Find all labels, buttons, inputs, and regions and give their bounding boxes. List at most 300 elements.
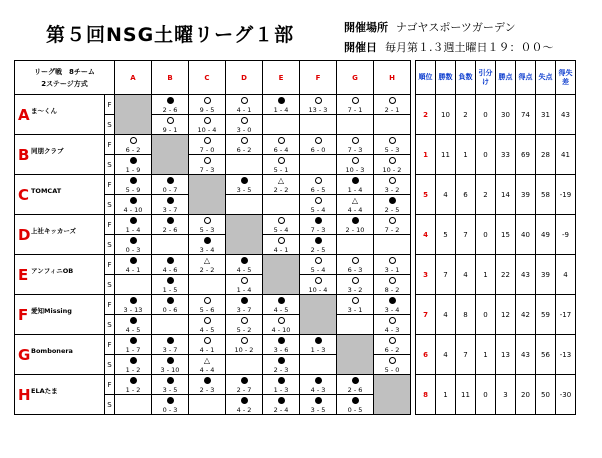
match-result <box>152 335 189 355</box>
team-row <box>15 215 576 235</box>
match-result <box>226 375 263 395</box>
venue-info <box>344 19 516 35</box>
match-score: 5 - 4 <box>273 225 289 234</box>
match-result <box>374 195 411 215</box>
second-stage-label: S <box>105 115 115 135</box>
lose-mark-icon <box>374 156 410 166</box>
match-result <box>152 275 189 295</box>
match-score: 3 - 0 <box>236 125 252 134</box>
lose-mark-icon <box>226 96 262 106</box>
format-line-2: 2ステージ方式 <box>41 79 88 88</box>
win-mark-icon <box>152 356 188 366</box>
lose-mark-icon <box>300 276 336 286</box>
match-score: 1 - 7 <box>125 345 141 354</box>
match-result <box>263 295 300 315</box>
first-stage-label: F <box>105 175 115 195</box>
team-stat: 43 <box>556 95 576 135</box>
match-result <box>374 275 411 295</box>
match-result <box>115 215 152 235</box>
match-result <box>300 115 337 135</box>
win-mark-icon <box>115 216 151 226</box>
lose-mark-icon <box>189 296 225 306</box>
win-mark-icon <box>115 296 151 306</box>
team-letter: C <box>18 185 30 204</box>
match-result <box>263 195 300 215</box>
match-result <box>263 135 300 155</box>
lose-mark-icon <box>337 96 373 106</box>
team-stat: 5 <box>436 215 456 255</box>
team-stat: 7 <box>456 335 476 375</box>
match-score: 6 - 2 <box>236 145 252 154</box>
lose-mark-icon <box>226 336 262 346</box>
team-row <box>15 255 576 275</box>
lose-mark-icon <box>263 156 299 166</box>
match-score: 3 - 1 <box>384 265 400 274</box>
match-score: 4 - 2 <box>236 405 252 414</box>
match-result <box>226 335 263 355</box>
date-value: 毎月第１.３週土曜日１９：００～ <box>385 41 554 54</box>
win-mark-icon <box>152 176 188 186</box>
lose-mark-icon <box>263 136 299 146</box>
win-mark-icon <box>263 96 299 106</box>
match-result <box>152 195 189 215</box>
match-result <box>337 215 374 235</box>
team-stat: 10 <box>436 95 456 135</box>
team-stat: 56 <box>536 335 556 375</box>
match-result <box>189 95 226 115</box>
match-score: 1 - 3 <box>310 345 326 354</box>
match-result <box>152 115 189 135</box>
team-row <box>15 135 576 155</box>
win-mark-icon <box>115 336 151 346</box>
match-result <box>226 135 263 155</box>
team-letter: D <box>18 225 31 244</box>
lose-mark-icon <box>226 116 262 126</box>
win-mark-icon <box>115 156 151 166</box>
lose-mark-icon <box>374 336 410 346</box>
match-score: 4 - 4 <box>199 365 215 374</box>
match-result <box>300 335 337 355</box>
lose-mark-icon <box>374 276 410 286</box>
win-mark-icon <box>152 96 188 106</box>
team-stat: 1 <box>476 255 496 295</box>
win-mark-icon <box>115 316 151 326</box>
match-score: 6 - 4 <box>273 145 289 154</box>
match-score: 5 - 4 <box>310 205 326 214</box>
match-result <box>115 315 152 335</box>
match-result <box>337 295 374 315</box>
match-score: 2 - 2 <box>199 265 215 274</box>
team-name: アンフィニOB <box>31 267 74 275</box>
team-name: TOMCAT <box>31 186 62 195</box>
match-score: 5 - 3 <box>199 225 215 234</box>
team-rank: 8 <box>416 375 436 415</box>
date-info <box>344 39 554 55</box>
match-result <box>263 335 300 355</box>
team-stat: 13 <box>496 335 516 375</box>
second-stage-label: S <box>105 315 115 335</box>
team-letter: H <box>18 385 31 404</box>
match-score: 2 - 10 <box>345 225 365 234</box>
lose-mark-icon <box>263 236 299 246</box>
match-result <box>226 155 263 175</box>
column-header-d: D <box>226 61 263 95</box>
win-mark-icon <box>115 236 151 246</box>
team-stat: 14 <box>496 175 516 215</box>
match-score: 3 - 4 <box>384 305 400 314</box>
team-name-cell <box>15 95 105 135</box>
team-letter: A <box>18 105 30 124</box>
team-name-cell <box>15 375 105 415</box>
match-result <box>189 375 226 395</box>
second-stage-label: S <box>105 235 115 255</box>
format-line-1: リーグ戦 8チーム <box>34 67 95 76</box>
second-stage-label: S <box>105 355 115 375</box>
match-score: 10 - 2 <box>234 345 254 354</box>
match-score: 2 - 1 <box>384 105 400 114</box>
stat-header: 順位 <box>416 61 436 95</box>
match-score: 4 - 3 <box>384 325 400 334</box>
match-result <box>263 235 300 255</box>
match-score: 4 - 5 <box>273 305 289 314</box>
match-result <box>189 135 226 155</box>
match-score: 1 - 4 <box>273 105 289 114</box>
team-stat: 50 <box>536 375 556 415</box>
lose-mark-icon <box>374 216 410 226</box>
match-score: 6 - 0 <box>310 145 326 154</box>
team-row <box>15 335 576 355</box>
win-mark-icon <box>300 376 336 386</box>
team-stat: 33 <box>496 135 516 175</box>
match-score: 5 - 0 <box>384 365 400 374</box>
lose-mark-icon <box>263 316 299 326</box>
win-mark-icon <box>152 256 188 266</box>
match-result <box>337 315 374 335</box>
stat-header: 得失差 <box>556 61 576 95</box>
match-score: 5 - 2 <box>236 325 252 334</box>
lose-mark-icon <box>226 136 262 146</box>
match-result <box>300 155 337 175</box>
win-mark-icon <box>115 176 151 186</box>
match-result <box>374 115 411 135</box>
match-score: 3 - 4 <box>199 245 215 254</box>
column-header-b: B <box>152 61 189 95</box>
stat-header: 負数 <box>456 61 476 95</box>
team-name-cell <box>15 215 105 255</box>
match-score: 2 - 3 <box>199 385 215 394</box>
match-result <box>374 355 411 375</box>
lose-mark-icon <box>374 256 410 266</box>
match-result <box>337 135 374 155</box>
match-result <box>152 95 189 115</box>
match-result <box>152 315 189 335</box>
match-score: 3 - 5 <box>236 185 252 194</box>
win-mark-icon <box>337 176 373 186</box>
lose-mark-icon <box>374 356 410 366</box>
second-stage-label: S <box>105 275 115 295</box>
match-result <box>115 195 152 215</box>
match-result <box>115 395 152 415</box>
match-result <box>115 175 152 195</box>
team-row <box>15 295 576 315</box>
team-stat: 7 <box>456 215 476 255</box>
team-stat: 0 <box>476 375 496 415</box>
match-score: 5 - 9 <box>125 185 141 194</box>
lose-mark-icon <box>337 296 373 306</box>
match-score: 5 - 4 <box>310 265 326 274</box>
stat-header: 勝点 <box>496 61 516 95</box>
lose-mark-icon <box>226 316 262 326</box>
match-result <box>263 155 300 175</box>
match-result <box>300 395 337 415</box>
match-score: 4 - 1 <box>273 245 289 254</box>
match-result <box>337 155 374 175</box>
team-stat: 69 <box>516 135 536 175</box>
match-score: 0 - 6 <box>162 305 178 314</box>
team-stat: 4 <box>436 175 456 215</box>
team-stat: 11 <box>456 375 476 415</box>
win-mark-icon <box>226 296 262 306</box>
lose-mark-icon <box>300 196 336 206</box>
team-stat: 49 <box>536 215 556 255</box>
match-score: 6 - 3 <box>347 265 363 274</box>
match-score: 4 - 1 <box>199 345 215 354</box>
match-score: 1 - 4 <box>125 225 141 234</box>
team-name: Bombonera <box>31 346 73 355</box>
match-score: 2 - 6 <box>162 225 178 234</box>
team-stat: 15 <box>496 215 516 255</box>
match-result <box>374 315 411 335</box>
date-label: 開催日 <box>344 41 377 54</box>
team-stat: 0 <box>476 95 496 135</box>
match-score: 5 - 6 <box>199 305 215 314</box>
lose-mark-icon <box>374 316 410 326</box>
win-mark-icon <box>152 296 188 306</box>
lose-mark-icon <box>337 256 373 266</box>
match-score: 3 - 5 <box>162 385 178 394</box>
win-mark-icon <box>263 396 299 406</box>
team-stat: 1 <box>436 375 456 415</box>
team-stat: 28 <box>536 135 556 175</box>
team-stat: 6 <box>456 175 476 215</box>
match-score: 4 - 6 <box>162 265 178 274</box>
match-result <box>263 115 300 135</box>
team-rank: 4 <box>416 215 436 255</box>
win-mark-icon <box>152 336 188 346</box>
self-match-blank <box>115 95 152 135</box>
lose-mark-icon <box>115 136 151 146</box>
lose-mark-icon <box>337 136 373 146</box>
match-result <box>115 335 152 355</box>
match-result <box>189 395 226 415</box>
lose-mark-icon <box>189 336 225 346</box>
team-stat: 41 <box>556 135 576 175</box>
lose-mark-icon <box>152 116 188 126</box>
match-score: 4 - 1 <box>236 105 252 114</box>
team-stat: 0 <box>476 135 496 175</box>
column-header-e: E <box>263 61 300 95</box>
team-letter: F <box>18 305 29 324</box>
match-score: 3 - 2 <box>347 285 363 294</box>
team-row <box>15 375 576 395</box>
match-result <box>374 95 411 115</box>
team-stat: 4 <box>556 255 576 295</box>
match-result <box>226 355 263 375</box>
second-stage-label: S <box>105 395 115 415</box>
team-stat: 42 <box>516 295 536 335</box>
team-stat: 22 <box>496 255 516 295</box>
draw-mark-icon: △ <box>351 195 359 205</box>
win-mark-icon <box>152 276 188 286</box>
stat-header: 得点 <box>516 61 536 95</box>
match-score: 4 - 5 <box>125 325 141 334</box>
self-match-blank <box>263 255 300 295</box>
match-score: 2 - 6 <box>162 105 178 114</box>
win-mark-icon <box>300 236 336 246</box>
self-match-blank <box>152 135 189 175</box>
win-mark-icon <box>374 196 410 206</box>
win-mark-icon <box>300 396 336 406</box>
match-result <box>189 355 226 375</box>
match-result <box>263 355 300 375</box>
match-result <box>337 115 374 135</box>
match-result <box>337 95 374 115</box>
match-result <box>152 255 189 275</box>
match-result <box>152 375 189 395</box>
match-result <box>300 275 337 295</box>
match-score: 2 - 5 <box>384 205 400 214</box>
team-stat: 39 <box>516 175 536 215</box>
match-result <box>189 275 226 295</box>
win-mark-icon <box>115 256 151 266</box>
match-score: 2 - 3 <box>273 365 289 374</box>
match-result <box>337 235 374 255</box>
match-result <box>300 355 337 375</box>
match-result <box>300 95 337 115</box>
match-result <box>374 215 411 235</box>
match-score: 4 - 10 <box>123 205 143 214</box>
first-stage-label: F <box>105 135 115 155</box>
team-name: 愛知Missing <box>31 307 72 315</box>
match-score: 10 - 4 <box>308 285 328 294</box>
team-stat: 12 <box>496 295 516 335</box>
lose-mark-icon <box>374 136 410 146</box>
team-stat: 2 <box>456 95 476 135</box>
match-result <box>226 115 263 135</box>
team-stat: 20 <box>516 375 536 415</box>
match-result <box>337 375 374 395</box>
team-name-cell <box>15 175 105 215</box>
team-stat: 7 <box>436 255 456 295</box>
team-rank: 6 <box>416 335 436 375</box>
match-result <box>374 175 411 195</box>
win-mark-icon <box>189 236 225 246</box>
lose-mark-icon <box>189 96 225 106</box>
match-result <box>189 255 226 275</box>
lose-mark-icon <box>189 216 225 226</box>
match-score: 10 - 4 <box>197 125 217 134</box>
self-match-blank <box>337 335 374 375</box>
match-result <box>115 235 152 255</box>
lose-mark-icon <box>374 176 410 186</box>
team-stat: -19 <box>556 175 576 215</box>
team-stat: 0 <box>476 215 496 255</box>
match-result <box>115 355 152 375</box>
match-result <box>300 215 337 235</box>
win-mark-icon <box>263 336 299 346</box>
match-score: 5 - 3 <box>384 145 400 154</box>
self-match-blank <box>226 215 263 255</box>
win-mark-icon <box>300 336 336 346</box>
match-result <box>115 135 152 155</box>
team-stat: -9 <box>556 215 576 255</box>
match-result <box>337 255 374 275</box>
team-rank: 1 <box>416 135 436 175</box>
win-mark-icon <box>115 196 151 206</box>
match-score: 1 - 2 <box>125 365 141 374</box>
team-stat: 8 <box>456 295 476 335</box>
lose-mark-icon <box>189 156 225 166</box>
match-result <box>226 295 263 315</box>
match-score: 5 - 1 <box>273 165 289 174</box>
team-rank: 7 <box>416 295 436 335</box>
win-mark-icon <box>337 396 373 406</box>
team-stat: -30 <box>556 375 576 415</box>
team-name-cell <box>15 135 105 175</box>
match-score: 0 - 3 <box>162 405 178 414</box>
match-result <box>337 195 374 215</box>
team-stat: 4 <box>456 255 476 295</box>
lose-mark-icon <box>226 276 262 286</box>
match-result <box>263 375 300 395</box>
match-result <box>374 295 411 315</box>
team-stat: 1 <box>476 335 496 375</box>
team-stat: 39 <box>536 255 556 295</box>
first-stage-label: F <box>105 95 115 115</box>
match-result <box>337 395 374 415</box>
match-result <box>263 315 300 335</box>
venue-value: ナゴヤスポーツガーデン <box>396 21 516 34</box>
match-result <box>263 215 300 235</box>
page-title: 第５回NSG土曜リーグ１部 <box>46 24 295 46</box>
match-score: 3 - 13 <box>123 305 143 314</box>
venue-label: 開催場所 <box>344 21 388 34</box>
league-format-header <box>15 61 115 95</box>
match-result <box>374 135 411 155</box>
match-result <box>189 155 226 175</box>
team-stat: 2 <box>476 175 496 215</box>
match-score: 3 - 1 <box>347 305 363 314</box>
team-letter: E <box>18 265 29 284</box>
team-name-cell <box>15 335 105 375</box>
team-stat: 43 <box>516 335 536 375</box>
match-result <box>115 375 152 395</box>
win-mark-icon <box>115 356 151 366</box>
match-score: 10 - 2 <box>382 165 402 174</box>
match-score: 3 - 7 <box>162 345 178 354</box>
match-score: 7 - 3 <box>310 225 326 234</box>
match-result <box>152 235 189 255</box>
team-name: 上社キッカーズ <box>31 227 77 235</box>
match-result <box>226 195 263 215</box>
team-stat: 4 <box>436 295 456 335</box>
league-table <box>14 60 576 415</box>
match-result <box>152 295 189 315</box>
match-score: 4 - 5 <box>236 265 252 274</box>
team-stat: 4 <box>436 335 456 375</box>
lose-mark-icon <box>337 156 373 166</box>
match-result <box>189 115 226 135</box>
